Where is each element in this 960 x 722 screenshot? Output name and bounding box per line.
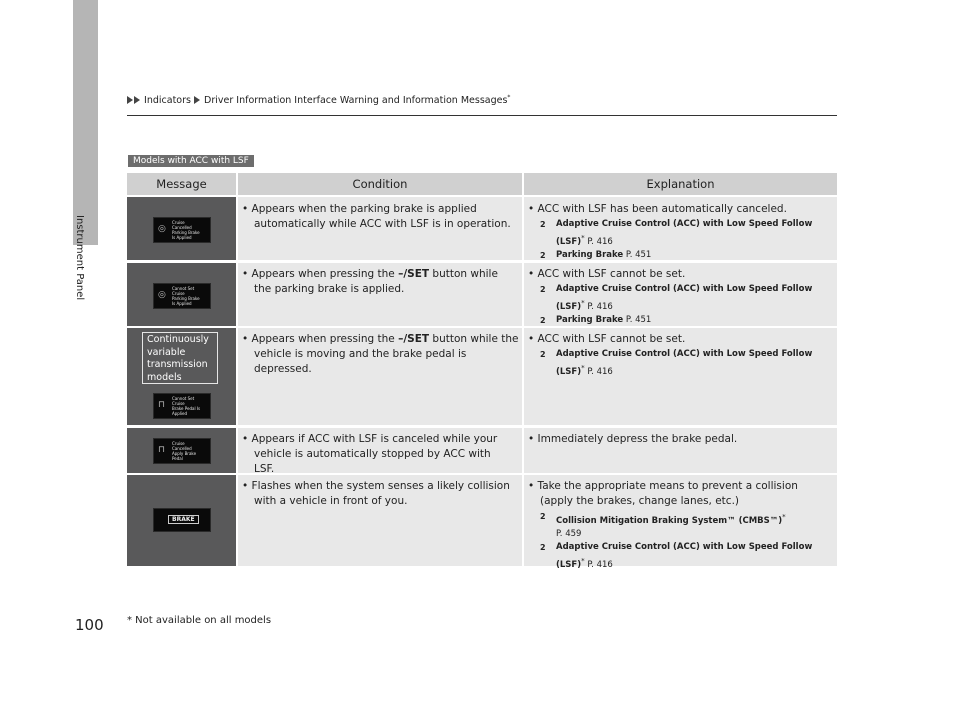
condition-text: • Flashes when the system senses a likely collision with a vehicle in front of you. [242, 480, 510, 507]
display-line: Cruise [172, 220, 185, 225]
breadcrumb-messages[interactable]: Driver Information Interface Warning and Information Messages [204, 95, 508, 107]
explanation-text: • ACC with LSF has been automatically canceled. [528, 203, 787, 215]
message-image-cell [127, 197, 236, 260]
column-header-explanation: Explanation [524, 173, 837, 195]
display-screen [153, 438, 211, 464]
reference-link[interactable]: 2 Adaptive Cruise Control (ACC) with Low Speed Follow (LSF)* P. 416 [540, 541, 813, 570]
arrow-right-icon [134, 96, 140, 104]
display-screen [153, 283, 211, 309]
reference-icon: 2 [540, 250, 546, 260]
column-header-condition: Condition [238, 173, 522, 195]
display-line: Parking Brake [172, 296, 200, 301]
model-tag: Models with ACC with LSF [128, 155, 254, 167]
column-header-message: Message [127, 173, 236, 195]
reference-list [540, 283, 830, 327]
reference-link[interactable]: 2 Adaptive Cruise Control (ACC) with Low Speed Follow (LSF)* P. 416 [540, 219, 813, 247]
reference-link[interactable]: 2 Collision Mitigation Braking System™ (CMBS™)* P. 459 [540, 512, 786, 539]
section-tab [73, 0, 98, 245]
breadcrumb [127, 94, 510, 106]
reference-list [540, 218, 830, 262]
display-line: Cannot Set [172, 396, 195, 401]
reference-icon: 2 [540, 512, 546, 521]
reference-list [540, 510, 830, 572]
message-image-cell [127, 428, 236, 473]
reference-icon: 2 [540, 350, 546, 359]
explanation-text: • ACC with LSF cannot be set. [528, 333, 686, 345]
display-line: Is Applied [172, 235, 192, 240]
reference-icon: 2 [540, 220, 546, 229]
cvt-models-label: Continuously variable transmission models [142, 332, 218, 384]
display-line: Parking Brake [172, 230, 200, 235]
arrow-right-icon [127, 96, 133, 104]
condition-text: • Appears when pressing the –/SET button while the parking brake is applied. [242, 268, 498, 295]
reference-list [540, 348, 830, 379]
page-number: 100 [75, 616, 104, 634]
cruise-icon: ◎ [158, 290, 166, 300]
condition-text: • Appears if ACC with LSF is canceled while your vehicle is automatically stopped by ACC with LSF. [242, 433, 498, 475]
display-screen [153, 393, 211, 419]
display-screen [153, 508, 211, 532]
breadcrumb-indicators[interactable]: Indicators [144, 95, 191, 107]
display-line: Cancelled [172, 225, 192, 230]
condition-text: • Appears when pressing the –/SET button while the vehicle is moving and the brake pedal is depressed. [242, 333, 519, 375]
reference-icon: 2 [540, 315, 546, 325]
message-image-cell [127, 263, 236, 326]
header-rule [127, 115, 837, 116]
reference-link[interactable]: 2 Adaptive Cruise Control (ACC) with Low Speed Follow (LSF)* P. 416 [540, 284, 813, 312]
explanation-text: • Immediately depress the brake pedal. [528, 433, 738, 445]
display-line: Pedal [172, 456, 183, 461]
reference-link[interactable]: 2 Parking Brake P. 451 [540, 249, 652, 260]
brake-pedal-icon: ⊓ [158, 400, 166, 410]
footnote: * Not available on all models [127, 615, 272, 626]
display-line: Cruise [172, 291, 185, 296]
explanation-text: • ACC with LSF cannot be set. [528, 268, 686, 280]
display-line: Is Applied [172, 301, 192, 306]
reference-link[interactable]: 2 Adaptive Cruise Control (ACC) with Low Speed Follow (LSF)* P. 416 [540, 349, 813, 377]
display-line: Cannot Set [172, 286, 195, 291]
display-line: Brake Pedal Is [172, 406, 201, 411]
section-tab-label: Instrument Panel [74, 215, 85, 301]
cruise-icon: ◎ [158, 224, 166, 234]
reference-icon: 2 [540, 285, 546, 294]
reference-icon: 2 [540, 542, 546, 552]
footnote-marker: * [507, 94, 511, 101]
display-line: Apply Brake [172, 451, 197, 456]
display-line: Cruise [172, 441, 185, 446]
explanation-text: • Take the appropriate means to prevent a collision (apply the brakes, change lanes, etc.) [528, 480, 798, 507]
reference-link[interactable]: 2 Parking Brake P. 451 [540, 314, 652, 325]
brake-warning-indicator: BRAKE [168, 515, 199, 524]
message-image-cell [127, 475, 236, 566]
arrow-right-icon [194, 96, 200, 104]
brake-pedal-icon: ⊓ [158, 445, 166, 455]
condition-text: • Appears when the parking brake is applied automatically while ACC with LSF is in operation. [242, 203, 511, 230]
display-line: Applied [172, 411, 188, 416]
display-line: Cruise [172, 401, 185, 406]
display-screen [153, 217, 211, 243]
display-line: Cancelled [172, 446, 192, 451]
